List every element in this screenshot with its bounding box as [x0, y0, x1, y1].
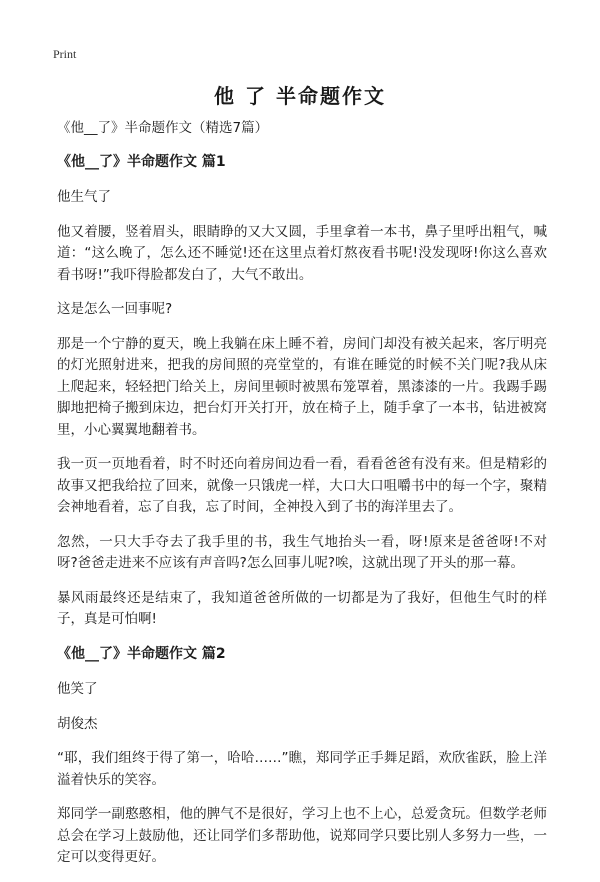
section-heading: 《他__了》半命题作文 篇2 [57, 645, 226, 662]
paragraph: 他笑了 [57, 681, 98, 697]
document-body [57, 118, 547, 882]
paragraph: 这是怎么一回事呢? [57, 301, 173, 317]
paragraph: 那是一个宁静的夏天，晚上我躺在床上睡不着，房间门却没有被关起来，客厅明亮的灯光照射进来，把我的房间照的亮堂堂的，有谁在睡觉的时候不关门呢?我从床上爬起来，轻轻把门给关上，房间里顿时被黑布笼罩着，黑漆漆的一片。我踢手踢脚地把椅子搬到床边，把台灯开关打开，放在椅子上，随手拿了一本书，钻进被窝里，小心翼翼地翻着书。 [57, 335, 547, 438]
page-title: 他 了 半命题作文 [214, 84, 386, 108]
paragraph: 他又着腰，竖着眉头，眼睛睁的又大又圆，手里拿着一本书，鼻子里呼出粗气，喊道：“这么晚了，怎么还不睡觉!还在这里点着灯熬夜看书呢!没发现呀!你这么喜欢看书呀!”我吓得脸都发白了，大气不敢出。 [57, 223, 547, 283]
print-label[interactable]: Print [53, 47, 77, 61]
paragraph: 忽然，一只大手夺去了我手里的书，我生气地抬头一看，呀!原来是爸爸呀!不对呀?爸爸走进来不应该有声音吗?怎么回事儿呢?唉，这就出现了开头的那一幕。 [57, 533, 547, 571]
paragraph: 暴风雨最终还是结束了，我知道爸爸所做的一切都是为了我好，但他生气时的样子，真是可怕啊! [57, 589, 547, 627]
section-heading: 《他__了》半命题作文 篇1 [57, 153, 226, 170]
paragraph: 郑同学一副憨憨相，他的脾气不是很好，学习上也不上心，总爱贪玩。但数学老师总会在学习上鼓励他，还让同学们多帮助他，说郑同学只要比别人多努力一些，一定可以变得更好。 [57, 806, 547, 865]
paragraph: 他生气了 [57, 189, 111, 205]
paragraph: “耶，我们组终于得了第一，哈哈……”瞧，郑同学正手舞足蹈，欢欣雀跃，脸上洋溢着快乐的笑容。 [57, 750, 547, 788]
paragraph: 我一页一页地看着，时不时还向着房间边看一看，看看爸爸有没有来。但是精彩的故事又把我给拉了回来，就像一只饿虎一样，大口大口咀嚼书中的每一个字，聚精会神地看着，忘了自我，忘了时间，全神投入到了书的海洋里去了。 [57, 456, 547, 515]
document-subtitle: 《他__了》半命题作文（精选7篇） [57, 120, 269, 136]
paragraph: 胡俊杰 [57, 715, 98, 732]
